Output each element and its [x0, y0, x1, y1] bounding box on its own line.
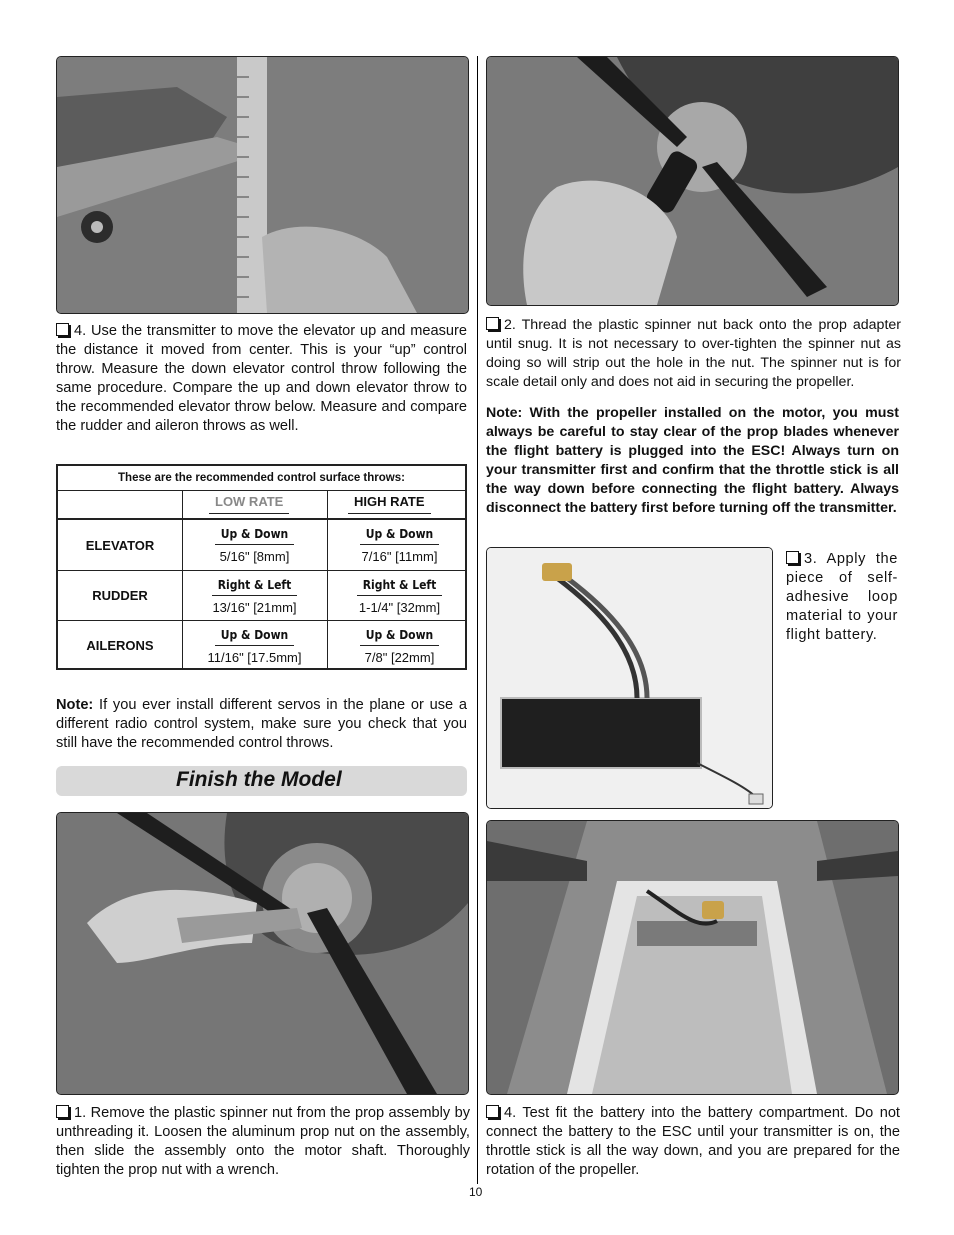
- photo-battery-compartment: [486, 820, 899, 1095]
- right-step-4: 4. Test fit the battery into the battery compartment. Do not connect the battery to the ESC until your transmitter is on, the throttle stick is all the way down, and you are prepared for the rotation of the propeller.: [486, 1105, 900, 1178]
- checkbox-icon[interactable]: [56, 1105, 69, 1118]
- table-row-rudder: [58, 571, 465, 621]
- cell-low: Up & Down 5/16" [8mm]: [182, 525, 327, 564]
- photo-elevator-measure: [56, 56, 469, 314]
- cell-high: Up & Down 7/16" [11mm]: [361, 527, 438, 564]
- photo-spinner-nut: [486, 56, 899, 306]
- checkbox-icon[interactable]: [486, 1105, 499, 1118]
- column-divider: [477, 56, 478, 1184]
- row-label: ELEVATOR: [85, 538, 155, 553]
- control-throws-table: [56, 464, 467, 670]
- checkbox-icon[interactable]: [56, 323, 69, 336]
- photo-prop-wrench: [56, 812, 469, 1095]
- page-number: 10: [469, 1185, 483, 1199]
- left-note: Note: If you ever install different servos in the plane or use a different radio control system, make sure you check that you still have the recommended control throws.: [56, 697, 467, 751]
- row-label: AILERONS: [86, 638, 154, 653]
- high-rate-header: HIGH RATE: [354, 494, 425, 509]
- low-rate-header: LOW RATE: [215, 494, 284, 509]
- checkbox-icon[interactable]: [486, 317, 499, 330]
- cell-low: Up & Down 11/16" [17.5mm]: [207, 628, 302, 665]
- table-row-ailerons: [58, 621, 465, 668]
- right-warning: Note: With the propeller installed on the motor, you must always be careful to stay clear of the prop blades whenever the flight battery is plugged into the ESC! Always turn on your transmitter first and confirm that the throttle stick is all the way down before connecting the flight battery. Always disconnect the battery first before turning off the transmitter.: [486, 405, 899, 516]
- checkbox-icon[interactable]: [786, 551, 799, 564]
- right-step-3: 3. Apply the piece of self-adhesive loop material to your flight battery.: [786, 551, 898, 643]
- cell-high: Up & Down 7/8" [22mm]: [327, 626, 472, 665]
- left-step-4: 4. Use the transmitter to move the elevator up and measure the distance it moved from center. This is your “up” control throw. Measure the down elevator control throw following the same procedure. Compare the up and down elevator throw to the recommended elevator throw below. Measure and compare the rudder and aileron throws as well.: [56, 323, 467, 434]
- table-title: These are the recommended control surface throws:: [58, 466, 465, 491]
- cell-low: Right & Left 13/16" [21mm]: [212, 578, 297, 615]
- table-row-elevator: [58, 520, 465, 571]
- cell-high: Right & Left 1-1/4" [32mm]: [327, 576, 472, 615]
- left-step-1: 1. Remove the plastic spinner nut from the prop assembly by unthreading it. Loosen the aluminum prop nut on the assembly, then slide the assembly onto the motor shaft. Thoroughly tighten the prop nut with a wrench.: [56, 1105, 471, 1178]
- photo-battery: [486, 547, 773, 809]
- section-title: Finish the Model: [176, 768, 342, 791]
- right-step-2: 2. Thread the plastic spinner nut back onto the prop adapter until snug. It is not necessary to over-tighten the spinner nut as doing so will strip out the hole in the nut. The spinner nut is for scale detail only and does not aid in securing the propeller.: [486, 317, 902, 390]
- row-label: RUDDER: [92, 588, 148, 603]
